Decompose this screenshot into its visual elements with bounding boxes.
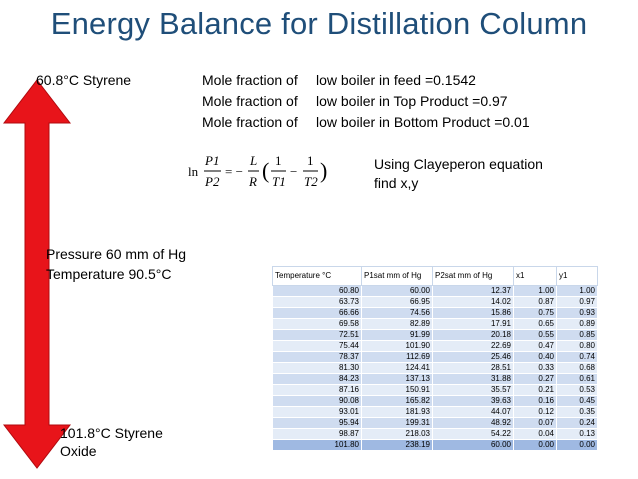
- table-body: [273, 286, 598, 451]
- table-cell: 0.65: [514, 319, 557, 330]
- table-cell: 93.01: [273, 407, 362, 418]
- table-cell: 101.80: [273, 440, 362, 451]
- eq-one-a: 1: [275, 153, 282, 168]
- mole-fraction-bottom: [202, 114, 530, 130]
- table-header: x1: [514, 267, 557, 286]
- eq-p2: P2: [205, 174, 220, 189]
- eq-l: L: [250, 153, 258, 168]
- table-cell: 66.95: [362, 297, 433, 308]
- table-cell: 0.85: [557, 330, 598, 341]
- table-row: [273, 330, 598, 341]
- table-cell: 69.58: [273, 319, 362, 330]
- table-cell: 0.27: [514, 374, 557, 385]
- table-row: [273, 352, 598, 363]
- table-cell: 90.08: [273, 396, 362, 407]
- table-cell: 35.57: [433, 385, 514, 396]
- eq-p1: P1: [205, 153, 220, 168]
- table-header-row: [273, 267, 598, 286]
- eq-one-b: 1: [307, 153, 314, 168]
- table-row: [273, 396, 598, 407]
- table-cell: 0.93: [557, 308, 598, 319]
- table-cell: 0.16: [514, 396, 557, 407]
- table-cell: 14.02: [433, 297, 514, 308]
- table-row: [273, 308, 598, 319]
- eq-t2: T2: [304, 174, 318, 189]
- table-cell: 0.35: [557, 407, 598, 418]
- table-row: [273, 374, 598, 385]
- table-header: P2sat mm of Hg: [433, 267, 514, 286]
- table-cell: 15.86: [433, 308, 514, 319]
- table-cell: 181.93: [362, 407, 433, 418]
- table-cell: 25.46: [433, 352, 514, 363]
- table-cell: 66.66: [273, 308, 362, 319]
- table-cell: 199.31: [362, 418, 433, 429]
- mole-fraction-text: low boiler in Bottom Product =0.01: [316, 114, 530, 130]
- table-cell: 0.68: [557, 363, 598, 374]
- table-cell: 12.37: [433, 286, 514, 297]
- eq-t1: T1: [272, 174, 286, 189]
- table-cell: 31.88: [433, 374, 514, 385]
- bottom-temperature-label-2: Oxide: [60, 443, 97, 459]
- table-cell: 1.00: [514, 286, 557, 297]
- table-header: y1: [557, 267, 598, 286]
- table-cell: 0.00: [557, 440, 598, 451]
- table-cell: 137.13: [362, 374, 433, 385]
- table-cell: 63.73: [273, 297, 362, 308]
- table-header: Temperature °C: [273, 267, 362, 286]
- top-temperature-label: 60.8°C Styrene: [36, 72, 132, 88]
- table-cell: 28.51: [433, 363, 514, 374]
- table-cell: 0.45: [557, 396, 598, 407]
- mole-fraction-text: low boiler in feed =0.1542: [316, 72, 476, 88]
- table-cell: 0.12: [514, 407, 557, 418]
- mole-fraction-feed: [202, 72, 476, 88]
- eq-paren-open: (: [262, 158, 270, 183]
- mole-fraction-prefix: Mole fraction of: [202, 93, 298, 109]
- table-header: P1sat mm of Hg: [362, 267, 433, 286]
- table-cell: 78.37: [273, 352, 362, 363]
- table-row: [273, 429, 598, 440]
- mole-fraction-text: low boiler in Top Product =0.97: [316, 93, 508, 109]
- table-cell: 60.00: [362, 286, 433, 297]
- table-cell: 98.87: [273, 429, 362, 440]
- table-row: [273, 440, 598, 451]
- temperature-label: Temperature 90.5°C: [46, 266, 172, 282]
- table-cell: 0.04: [514, 429, 557, 440]
- table-cell: 165.82: [362, 396, 433, 407]
- table-cell: 0.55: [514, 330, 557, 341]
- table-cell: 54.22: [433, 429, 514, 440]
- slide-title: Energy Balance for Distillation Column: [50, 6, 588, 41]
- table-cell: 0.87: [514, 297, 557, 308]
- mole-fraction-top: [202, 93, 508, 109]
- table-cell: 218.03: [362, 429, 433, 440]
- eq-paren-close: ): [320, 158, 328, 183]
- table-cell: 124.41: [362, 363, 433, 374]
- table-cell: 150.91: [362, 385, 433, 396]
- table-row: [273, 319, 598, 330]
- table-cell: 0.21: [514, 385, 557, 396]
- table-cell: 39.63: [433, 396, 514, 407]
- eq-ln: ln: [188, 164, 199, 179]
- table-cell: 112.69: [362, 352, 433, 363]
- table-cell: 60.00: [433, 440, 514, 451]
- bottom-temperature-label: 101.8°C Styrene: [60, 425, 163, 441]
- vle-data-table: [272, 266, 598, 451]
- table-row: [273, 418, 598, 429]
- table-row: [273, 341, 598, 352]
- table-row: [273, 407, 598, 418]
- table-cell: 0.00: [514, 440, 557, 451]
- clapeyron-note-line1: Using Clayeperon equation: [374, 156, 543, 172]
- table-cell: 60.80: [273, 286, 362, 297]
- table-cell: 95.94: [273, 418, 362, 429]
- table-cell: 0.75: [514, 308, 557, 319]
- table-row: [273, 297, 598, 308]
- table-cell: 0.40: [514, 352, 557, 363]
- table-cell: 87.16: [273, 385, 362, 396]
- table-cell: 22.69: [433, 341, 514, 352]
- table-cell: 75.44: [273, 341, 362, 352]
- table-cell: 17.91: [433, 319, 514, 330]
- table-cell: 0.13: [557, 429, 598, 440]
- clapeyron-note-line2: find x,y: [374, 175, 419, 191]
- table-cell: 0.47: [514, 341, 557, 352]
- table-row: [273, 363, 598, 374]
- table-cell: 0.74: [557, 352, 598, 363]
- mole-fraction-prefix: Mole fraction of: [202, 72, 298, 88]
- table-cell: 48.92: [433, 418, 514, 429]
- table-cell: 81.30: [273, 363, 362, 374]
- table-cell: 101.90: [362, 341, 433, 352]
- eq-minus: −: [290, 164, 298, 179]
- table-cell: 20.18: [433, 330, 514, 341]
- clapeyron-equation: [186, 150, 336, 194]
- table-cell: 1.00: [557, 286, 598, 297]
- mole-fraction-prefix: Mole fraction of: [202, 114, 298, 130]
- eq-equals-minus: = −: [225, 164, 243, 179]
- table-row: [273, 385, 598, 396]
- table-cell: 0.33: [514, 363, 557, 374]
- table-cell: 82.89: [362, 319, 433, 330]
- table-cell: 84.23: [273, 374, 362, 385]
- table-cell: 0.24: [557, 418, 598, 429]
- table-row: [273, 286, 598, 297]
- table-cell: 72.51: [273, 330, 362, 341]
- eq-r: R: [249, 174, 257, 189]
- table-cell: 0.80: [557, 341, 598, 352]
- table-cell: 0.07: [514, 418, 557, 429]
- table-cell: 91.99: [362, 330, 433, 341]
- table-cell: 0.97: [557, 297, 598, 308]
- table-cell: 238.19: [362, 440, 433, 451]
- pressure-label: Pressure 60 mm of Hg: [46, 246, 187, 262]
- table-cell: 0.61: [557, 374, 598, 385]
- table-cell: 0.89: [557, 319, 598, 330]
- table-cell: 0.53: [557, 385, 598, 396]
- table-cell: 44.07: [433, 407, 514, 418]
- table-cell: 74.56: [362, 308, 433, 319]
